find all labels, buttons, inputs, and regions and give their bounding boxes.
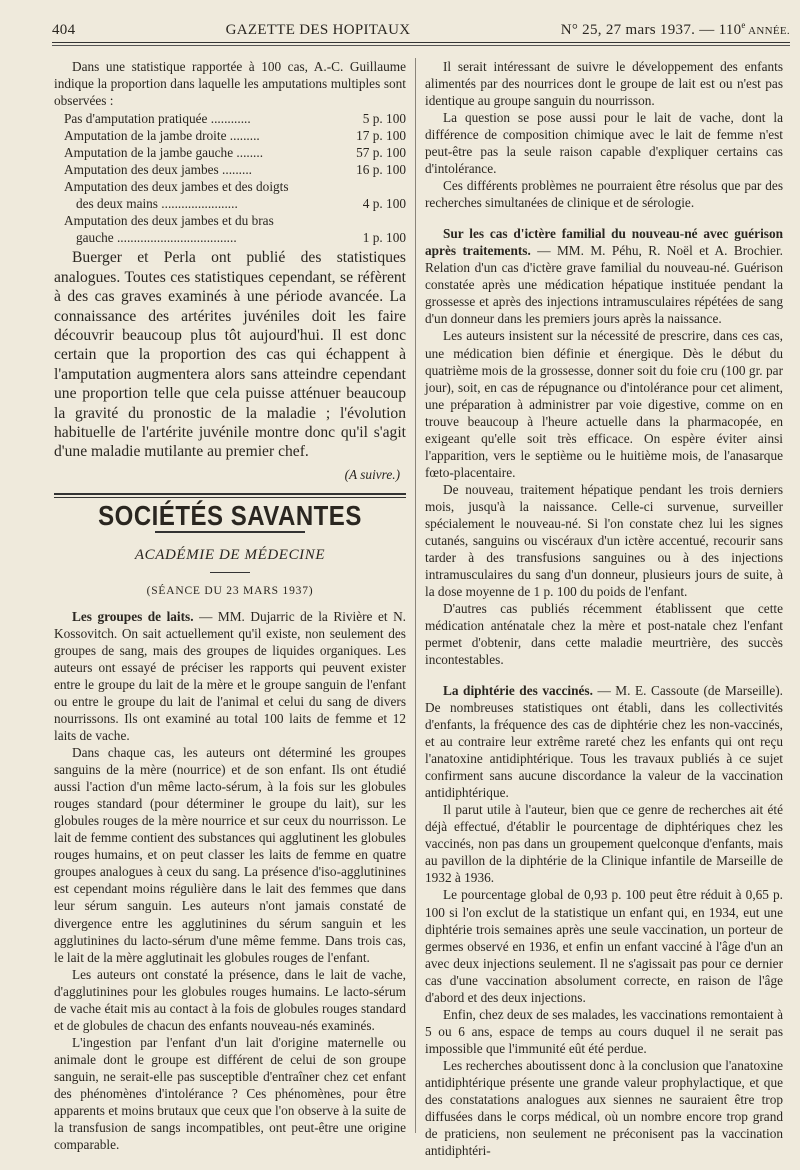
buerger-paragraph: Buerger et Perla ont publié des statistiques analogues. Toutes ces statistiques cependant, se réfèrent à des cas graves examinés à une période avancée. La connaissance des artérites juvéniles doit les faire découvrir beaucoup plus tôt aujourd'hui. Il est donc certain que la proportion des cas qui échappent à l'amputation augmentera alors sans atteindre cependant une proportion telle que cela puisse atténuer beaucoup la gravité du pronostic de la maladie ; l'évolution habituelle de l'artérite juvénile montre donc qu'il s'agit d'une maladie mutilante au premier chef. <box>54 249 406 461</box>
groupes-paragraph-3: Les auteurs ont constaté la présence, dans le lait de vache, d'agglutinines pour les globules rouges humains. Le lacto-sérum de vache était mis au contact à la fois de globules rouges standard et de globules de chacun des enfants nouveau-nés examinés. <box>54 966 406 1033</box>
stat-label: Amputation des deux jambes et du bras <box>64 213 274 229</box>
groupes-paragraph <box>54 608 406 744</box>
page-number: 404 <box>52 22 76 38</box>
stat-label: Amputation de la jambe droite ......... <box>64 128 260 144</box>
left-column <box>54 58 406 1153</box>
stat-row <box>54 212 406 246</box>
issue-info <box>561 20 790 39</box>
right-column <box>425 58 783 1159</box>
stat-value: 16 p. 100 <box>356 162 406 178</box>
section-title: SOCIÉTÉS SAVANTES <box>98 500 362 532</box>
issue-superscript: e <box>741 20 746 30</box>
header-rule <box>52 42 790 46</box>
diph-paragraph-5: Les recherches aboutissent donc à la conclusion que l'anatoxine antidiphtérique présente une grande valeur prophylactique, et que des constatations analogues aux siennes ne sauraient être trop diffusées dans le corps médical, où un nombre encore trop grand de praticiens, non seulement ne préconisent pas la vaccination antidiphtéri- <box>425 1057 783 1158</box>
diph-paragraph-2: Il parut utile à l'auteur, bien que ce genre de recherches ait été déjà effectué, d'établir le pourcentage de diphtériques chez les vaccinés, non pas dans un groupement quelconque d'enfants, mais au pavillon de la diphtérie de la Clinique infantile de Marseille de 1932 à 1936. <box>425 802 783 886</box>
diph-paragraph-1 <box>425 682 783 801</box>
stat-row <box>54 144 406 161</box>
diph-authors: — M. E. Cassoute (de Marseille). <box>592 683 783 699</box>
ictere-paragraph-2: Les auteurs insistent sur la nécessité de prescrire, dans ces cas, une médication bien définie et énergique. Dès le début du quatrième mois de la grossesse, donner soit du foie cru (100 gr. par jour), soit, en cas de répugnance ou d'intolérance pour cet aliment, une préparation à administrer par voie digestive, comme on en trouve beaucoup à l'heure actuelle dans la pharmacopée, en exigeant qu'elle soit très efficace. On espère éviter ainsi l'apparition, vers le septième ou le huitième mois, de l'anasarque fœto-placentaire. <box>425 328 783 480</box>
groupes-title: Les groupes de laits. <box>72 608 194 624</box>
ictere-authors: — MM. M. Péhu, R. Noël et A. Brochier. <box>530 243 783 259</box>
intro-paragraph: Dans une statistique rapportée à 100 cas, A.-C. Guillaume indique la proportion dans laquelle les amputations multiples sont observées : <box>54 59 406 109</box>
stat-value: 5 p. 100 <box>362 111 406 127</box>
ictere-paragraph-1 <box>425 225 783 327</box>
diph-paragraph-3: Le pourcentage global de 0,93 p. 100 peut être réduit à 0,65 p. 100 si l'on exclut de la statistique un enfant qui, en 1934, eut une diphtérie trois semaines après une seule vaccination, un porteur de germes observé en 1936, et enfin un enfant vacciné à l'âge d'un an avec deux injections seulement. Il ne s'agissait pas pour ce dernier cas d'une vaccination absolument correcte, en raison de l'âge d'abord et des deux injections. <box>425 887 783 1005</box>
ictere-paragraph-3: De nouveau, traitement hépatique pendant les trois derniers mois, jusqu'à la naissance. Celle-ci survenue, surveiller spécialement le nouveau-né. Si l'on constate chez lui les signes cutanés, sanguins ou viscéraux d'un ictère accentué, recourir sans tarder à des transfusions sanguines ou à des injections intramusculaires du sang d'un donneur, plusieurs jours de suite, à la dose moyenne de 1 p. 100 du poids de l'enfant. <box>425 481 783 599</box>
stat-row <box>54 178 406 212</box>
ictere-title: Sur les cas d'ictère familial du nouveau-né avec guérison après traitements. <box>425 226 783 259</box>
stat-label: Pas d'amputation pratiquée ............ <box>64 111 251 127</box>
spacer <box>425 668 783 682</box>
suivre-note: (A suivre.) <box>344 466 400 482</box>
issue-year: ANNÉE. <box>745 25 790 37</box>
small-rule <box>210 572 250 573</box>
diph-text: De nombreuses statistiques ont établi, dans les collectivités d'enfants, la fréquence des cas de diphtérie chez les non-vaccinés, et au contraire leur extrême rareté chez les enfants qui ont reçu l'anatoxine antidiphtérique. Tous les travaux publiés à ce sujet confirment sans aucune discordance la valeur de la vaccination antidiphtérique. <box>425 700 783 801</box>
stat-label: Amputation des deux jambes ......... <box>64 162 252 178</box>
stat-label-cont: gauche .................................... <box>76 230 237 246</box>
stat-label: Amputation des deux jambes et des doigts <box>64 179 289 195</box>
stat-continuation <box>64 229 406 246</box>
stat-value: 17 p. 100 <box>356 128 406 144</box>
stat-value: 1 p. 100 <box>362 230 406 246</box>
groupes-paragraph-2: Dans chaque cas, les auteurs ont déterminé les groupes sanguins de la mère (nourrice) et de son enfant. Ils ont étudié aussi l'action d'un même lacto-sérum, à la fois sur les globules rouges standard (pour déterminer le groupe du lait), sur les globules rouges de la mère nourrice et sur ceux du nourrisson. Le lait de femme contient des substances qui agglutinent les globules rouges humains, et on peut classer les laits de femme en quatre groupes analogues à ceux du sang. La présence d'iso-agglutinines est cependant moins régulière dans le lait des femmes que dans leur sérum sanguin. Les auteurs n'ont jamais constaté de divergence entre les agglutinines du sérum sanguin et les agglutinines du lacto-sérum d'une même femme. Dans trois cas, le lait de la mère agglutinait les globules rouges de l'enfant. <box>54 745 406 965</box>
seance-date: (SÉANCE DU 23 MARS 1937) <box>146 584 314 597</box>
ictere-paragraph-4: D'autres cas publiés récemment établissent que cette médication anténatale chez la mère et post-natale chez l'enfant permet d'obtenir, dans cette maladie meurtrière, des succès incontestables. <box>425 600 783 668</box>
diph-paragraph-4: Enfin, chez deux de ses malades, les vaccinations remontaient à 5 ou 6 ans, espace de temps au cours duquel il ne serait pas impossible que l'immunité eût été perdue. <box>425 1006 783 1056</box>
groupes-text: On sait actuellement qu'il existe, non seulement des groupes de sang, mais des groupes de liquides organiques. Les auteurs ont essayé de préciser les rapports qui peuvent exister entre le groupe du lait de la mère et le groupe sanguin de l'enfant ou entre le groupe du lait de l'animal et celui du sang de divers nourrissons. Ils ont examiné au total 100 laits de femme et 12 laits de vache. <box>54 625 406 744</box>
diph-title: La diphtérie des vaccinés. <box>443 683 593 699</box>
stat-row <box>54 127 406 144</box>
stat-row <box>54 110 406 127</box>
stat-value: 57 p. 100 <box>356 145 406 161</box>
academie-heading: ACADÉMIE DE MÉDECINE <box>134 546 326 563</box>
stat-continuation <box>64 195 406 212</box>
section-rule <box>54 493 406 498</box>
spacer <box>425 211 783 225</box>
groupes-paragraph-4: L'ingestion par l'enfant d'un lait d'origine maternelle ou animale dont le groupe est différent de celui de son groupe sanguin, ne serait-elle pas susceptible d'entraîner chez cet enfant des phénomènes d'intolérance ? Ces phénomènes, pour être apparents et moins brutaux que ceux que l'on observe à la suite de la transfusion de sangs incompatibles, ont peut-être une origine comparable. <box>54 1034 406 1152</box>
column-divider <box>415 58 416 1133</box>
amputation-stats <box>54 110 406 246</box>
stat-label: Amputation de la jambe gauche ........ <box>64 145 264 161</box>
page-header <box>52 20 790 39</box>
groupes-authors: — MM. Dujarric de la Rivière et N. Kossovitch. <box>54 608 406 641</box>
lait-paragraph-3: Ces différents problèmes ne pourraient être résolus que par des recherches simultanées de clinique et de sérologie. <box>425 178 783 211</box>
ictere-text: Relation d'un cas d'ictère grave familial du nouveau-né. Guérison constatée après une médication hépatique instituée pendant la grossesse et après des injections intramusculaires répétées de sang d'un donneur dans les premiers jours après la naissance. <box>425 260 783 327</box>
stat-value: 4 p. 100 <box>362 196 406 212</box>
journal-title: GAZETTE DES HOPITAUX <box>225 22 411 38</box>
lait-paragraph-2: La question se pose aussi pour le lait de vache, dont la différence de composition chimique avec le lait de femme n'est peut-être pas la seule raison capable d'expliquer certains cas d'intolérance. <box>425 110 783 177</box>
issue-date: N° 25, 27 mars 1937. — 110 <box>560 22 742 38</box>
lait-paragraph-1: Il serait intéressant de suivre le développement des enfants alimentés par des nourrices dont le groupe de lait est ou n'est pas identique au groupe sanguin du nourrisson. <box>425 59 783 109</box>
stat-label-cont: des deux mains ....................... <box>76 196 238 212</box>
stat-row <box>54 161 406 178</box>
